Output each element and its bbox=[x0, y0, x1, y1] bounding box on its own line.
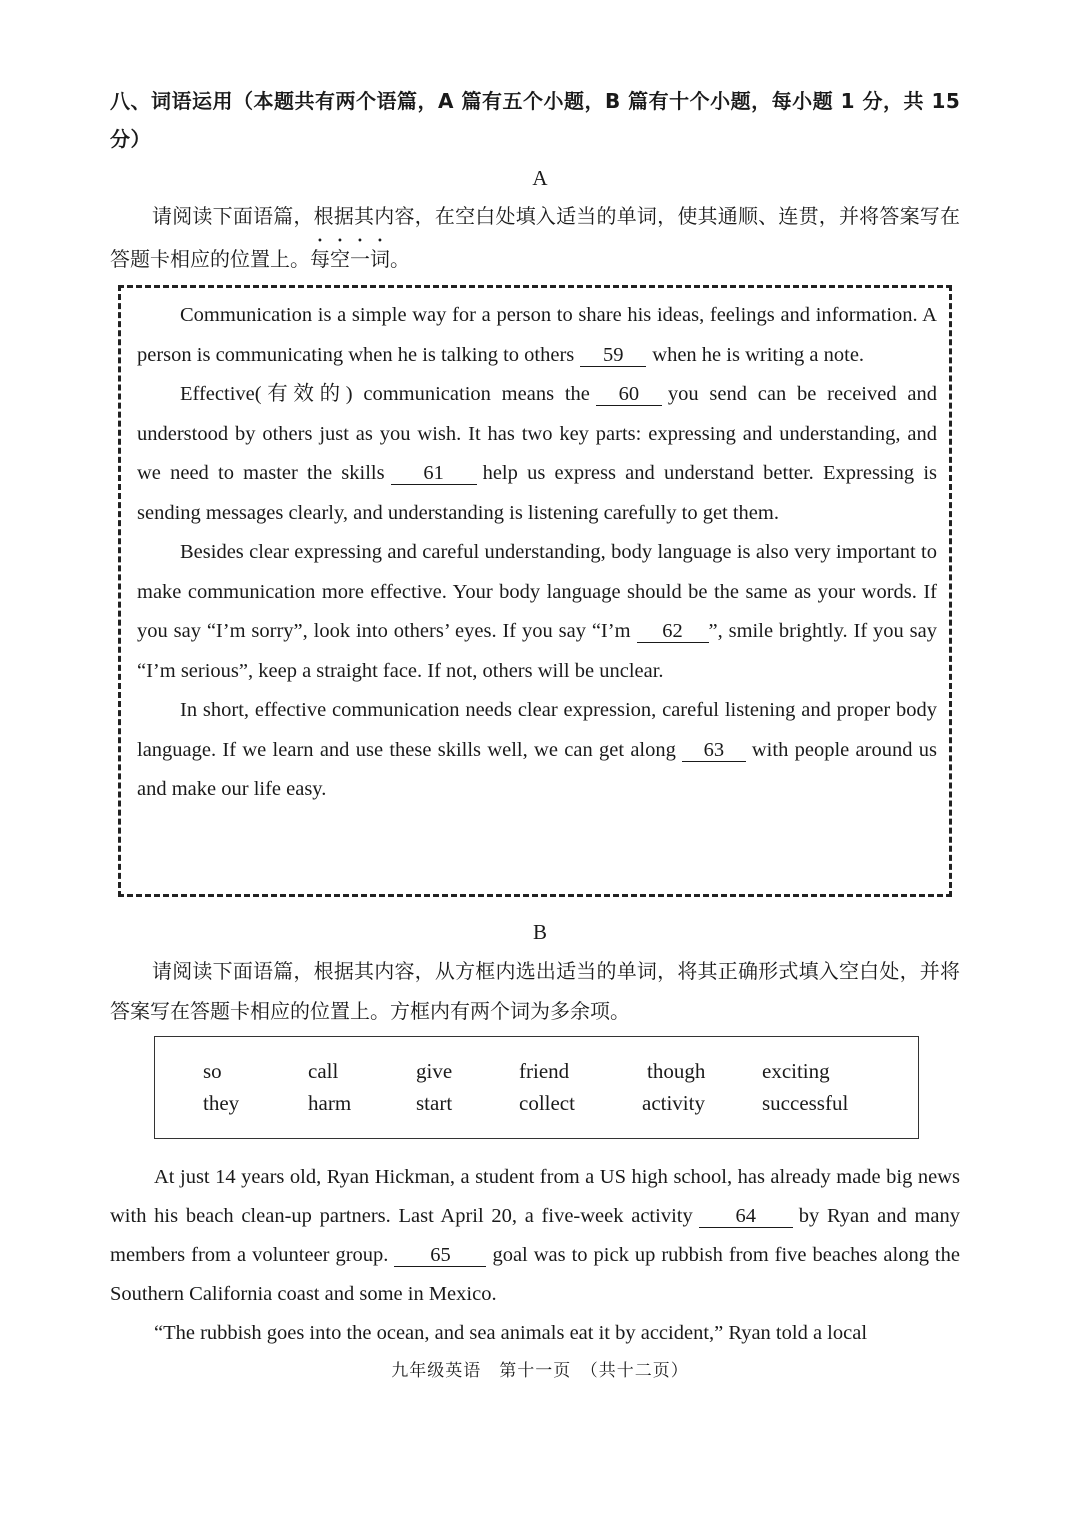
passage-a bbox=[137, 296, 937, 810]
text: by Ryan and many members from a volunteer group. bbox=[110, 1205, 960, 1266]
word-box bbox=[154, 1036, 919, 1139]
page-footer: 九年级英语 第十一页 （共十二页） bbox=[391, 1361, 689, 1381]
text: Effective(有效的) communication means the bbox=[180, 383, 590, 405]
blank-63[interactable]: 63 bbox=[682, 739, 746, 762]
paragraph-a2 bbox=[137, 375, 937, 533]
paragraph-b1 bbox=[110, 1158, 960, 1314]
paragraph-a1 bbox=[137, 296, 937, 375]
text: Communication is a simple way for a person to share his ideas, feelings and information. A person is communicating when he is talking to others bbox=[137, 304, 937, 366]
text: help us express and understand better. Expressing is sending messages clearly, and understanding is listening carefully to get them. bbox=[137, 462, 937, 524]
text: ”, smile brightly. If you say “I’m serious”, keep a straight face. If not, others will be unclear. bbox=[137, 620, 937, 682]
paragraph-a4 bbox=[137, 691, 937, 810]
instruction-end: 。 bbox=[390, 247, 410, 271]
blank-65[interactable]: 65 bbox=[394, 1244, 486, 1267]
blank-61[interactable]: 61 bbox=[391, 462, 477, 485]
word-option: call bbox=[308, 1059, 339, 1083]
word-option: harm bbox=[308, 1091, 352, 1115]
text: goal was to pick up rubbish from five beaches along the Southern California coast and some in Mexico. bbox=[110, 1244, 960, 1305]
text: At just 14 years old, Ryan Hickman, a student from a US high school, has already made big news with his beach clean-up partners. Last April 20, a five-week activity bbox=[110, 1166, 960, 1227]
paragraph-a3 bbox=[137, 533, 937, 691]
instruction-text: 请阅读下面语篇，根据其内容，在空白处填入适当的单词，使其通顺、连贯，并将答案写在答题卡相应的位置上。 bbox=[110, 204, 960, 271]
blank-59[interactable]: 59 bbox=[580, 344, 646, 367]
blank-64[interactable]: 64 bbox=[699, 1205, 793, 1228]
blank-60[interactable]: 60 bbox=[596, 383, 662, 406]
passage-b bbox=[110, 1158, 960, 1353]
word-option: friend bbox=[519, 1059, 570, 1083]
word-option: collect bbox=[519, 1091, 575, 1115]
text: when he is writing a note. bbox=[652, 343, 865, 366]
text: Besides clear expressing and careful understanding, body language is also very important to make communication more effective. Your body language should be the same as your words. If you say “I’m sorry”, look into others’ eyes. If you say “I’m bbox=[137, 541, 937, 642]
part-b-label: B bbox=[532, 920, 547, 944]
section-heading: 八、词语运用（本题共有两个语篇，A 篇有五个小题，B 篇有十个小题，每小题 1 分，共 15 分） bbox=[110, 89, 961, 151]
text: In short, effective communication needs clear expression, careful listening and proper body language. If we learn and use these skills well, we can get along bbox=[137, 699, 937, 761]
blank-62[interactable]: 62 bbox=[637, 620, 709, 643]
word-option: though bbox=[647, 1059, 706, 1083]
part-a-label: A bbox=[532, 166, 548, 190]
text: you send can be received and understood by others just as you wish. It has two key parts: expressing and understanding, and we need to master the skills bbox=[137, 383, 937, 484]
text: with people around us and make our life easy. bbox=[137, 738, 937, 800]
instruction-emphasis: 每空一词 bbox=[310, 247, 390, 271]
word-option: start bbox=[416, 1091, 453, 1115]
word-option: activity bbox=[642, 1091, 705, 1115]
word-option: so bbox=[203, 1059, 222, 1083]
paragraph-b2: “The rubbish goes into the ocean, and sea animals eat it by accident,” Ryan told a local bbox=[154, 1322, 868, 1344]
word-option: successful bbox=[762, 1091, 849, 1115]
part-b-instruction: 请阅读下面语篇，根据其内容，从方框内选出适当的单词，将其正确形式填入空白处，并将答案写在答题卡相应的位置上。方框内有两个词为多余项。 bbox=[110, 959, 960, 1023]
word-option: exciting bbox=[762, 1059, 830, 1083]
word-option: give bbox=[416, 1059, 453, 1083]
part-a-instruction bbox=[110, 196, 960, 279]
word-option: they bbox=[203, 1091, 240, 1115]
